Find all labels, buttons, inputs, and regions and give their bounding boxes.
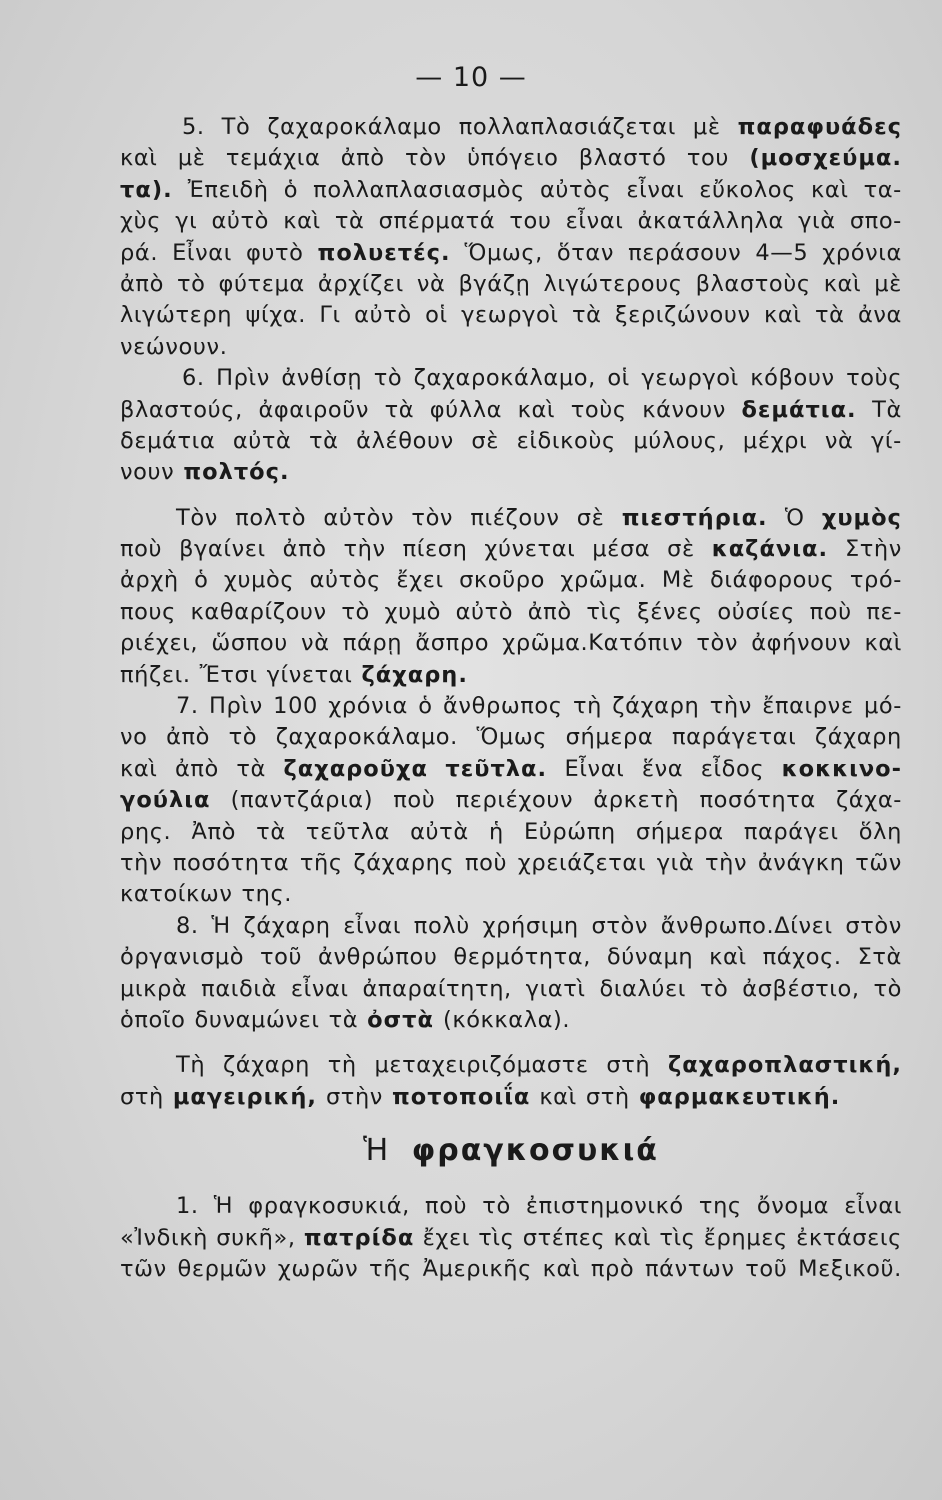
paragraph-5 (120, 112, 902, 363)
text-line: νο ἀπὸ τὸ ζαχαροκάλαμο. Ὅμως σήμερα παράγεται ζάχαρη (120, 724, 902, 751)
text-line: νουν πολτός. (120, 459, 290, 486)
text-line: δεμάτια αὐτὰ τὰ ἀλέθουν σὲ εἰδικοὺς μύλους, μέχρι νὰ γί- (120, 427, 902, 454)
text-line: τὴν ποσότητα τῆς ζάχαρης ποὺ χρειάζεται γιὰ τὴν ἀνάγκη τῶν (120, 849, 902, 876)
text-line: τα). Ἐπειδὴ ὁ πολλαπλασιασμὸς αὐτὸς εἶναι εὔκολος καὶ τα- (120, 176, 902, 203)
paragraph-6-continued (120, 503, 902, 691)
text-line: Τὴ ζάχαρη τὴ μεταχειριζόμαστε στὴ ζαχαροπλαστική, (176, 1052, 902, 1079)
text-line: Τὸν πολτὸ αὐτὸν τὸν πιέζουν σὲ πιεστήρια. Ὁ χυμὸς (176, 504, 902, 531)
text-line: πους καθαρίζουν τὸ χυμὸ αὐτὸ ἀπὸ τὶς ξένες οὐσίες ποὺ πε- (120, 598, 902, 625)
page-number: — 10 — (415, 62, 527, 93)
text-line: ρης. Ἀπὸ τὰ τεῦτλα αὐτὰ ἡ Εὐρώπη σήμερα παράγει ὅλη (120, 818, 902, 845)
text-line: 7. Πρὶν 100 χρόνια ὁ ἄνθρωπος τὴ ζάχαρη τὴν ἔπαιρνε μό- (176, 693, 902, 720)
text-line: γούλια (παντζάρια) ποὺ περιέχουν ἀρκετὴ ποσότητα ζάχα- (120, 787, 902, 814)
text-line: τῶν θερμῶν χωρῶν τῆς Ἀμερικῆς καὶ πρὸ πάντων τοῦ Μεξικοῦ. (120, 1255, 902, 1282)
text-line: 8. Ἡ ζάχαρη εἶναι πολὺ χρήσιμη στὸν ἄνθρωπο.Δίνει στὸν (176, 912, 902, 939)
text-line: 6. Πρὶν ἀνθίσῃ τὸ ζαχαροκάλαμο, οἱ γεωργοὶ κόβουν τοὺς (182, 365, 902, 392)
paragraph-8-continued (120, 1050, 902, 1113)
section-heading: Ἡ φραγκοσυκιά (363, 1133, 659, 1169)
paragraph-gap (120, 489, 902, 503)
text-line: καὶ μὲ τεμάχια ἀπὸ τὸν ὑπόγειο βλαστό του (μοσχεύμα. (120, 145, 902, 172)
body-text (120, 112, 902, 1285)
text-line: πήζει. Ἔτσι γίνεται ζάχαρη. (120, 661, 468, 688)
text-line: ἀρχὴ ὁ χυμὸς αὐτὸς ἔχει σκοῦρο χρῶμα. Μὲ διάφορους τρό- (120, 567, 902, 594)
paragraph-gap (120, 1036, 902, 1050)
text-line: βλαστούς, ἀφαιροῦν τὰ φύλλα καὶ τοὺς κάνουν δεμάτια. Τὰ (120, 396, 902, 423)
text-line: χὺς γι αὐτὸ καὶ τὰ σπέρματά του εἶναι ἀκατάλληλα γιὰ σπο- (120, 208, 902, 235)
paragraph-7 (120, 691, 902, 911)
paragraph-6 (120, 363, 902, 489)
text-line: μικρὰ παιδιὰ εἶναι ἀπαραίτητη, γιατὶ διαλύει τὸ ἀσβέστιο, τὸ (120, 975, 902, 1002)
text-line: κατοίκων της. (120, 881, 293, 908)
text-line: ἀπὸ τὸ φύτεμα ἀρχίζει νὰ βγάζῃ λιγώτερους βλαστοὺς καὶ μὲ (120, 270, 902, 297)
text-line: 1. Ἡ φραγκοσυκιά, ποὺ τὸ ἐπιστημονικό της ὄνομα εἶναι (176, 1193, 902, 1220)
text-line: στὴ μαγειρική, στὴν ποτοποιΐα καὶ στὴ φαρμακευτική. (120, 1083, 841, 1110)
text-line: ρά. Εἶναι φυτὸ πολυετές. Ὅμως, ὅταν περάσουν 4—5 χρόνια (120, 239, 902, 266)
paragraph-8 (120, 911, 902, 1037)
text-line: 5. Τὸ ζαχαροκάλαμο πολλαπλασιάζεται μὲ παραφυάδες (182, 114, 902, 140)
text-line: καὶ ἀπὸ τὰ ζαχαροῦχα τεῦτλα. Εἶναι ἕνα εἶδος κοκκινο- (120, 755, 902, 782)
text-line: «Ἰνδικὴ συκῆ», πατρίδα ἔχει τὶς στέπες καὶ τὶς ἔρημες ἐκτάσεις (120, 1224, 902, 1251)
text-line: νεώνουν. (120, 333, 228, 360)
text-line: λιγώτερη ψίχα. Γι αὐτὸ οἱ γεωργοὶ τὰ ξεριζώνουν καὶ τὰ ἀνα (120, 302, 902, 329)
text-line: ριέχει, ὥσπου νὰ πάρῃ ἄσπρο χρῶμα.Κατόπιν τὸν ἀφήνουν καὶ (120, 630, 902, 657)
text-line: ὀργανισμὸ τοῦ ἀνθρώπου θερμότητα, δύναμη καὶ πάχος. Στὰ (120, 944, 902, 971)
text-line: ὁποῖο δυναμώνει τὰ ὀστὰ (κόκκαλα). (120, 1006, 571, 1033)
text-line: ποὺ βγαίνει ἀπὸ τὴν πίεση χύνεται μέσα σὲ καζάνια. Στὴν (120, 536, 902, 563)
paragraph-figtree-1 (120, 1191, 902, 1285)
